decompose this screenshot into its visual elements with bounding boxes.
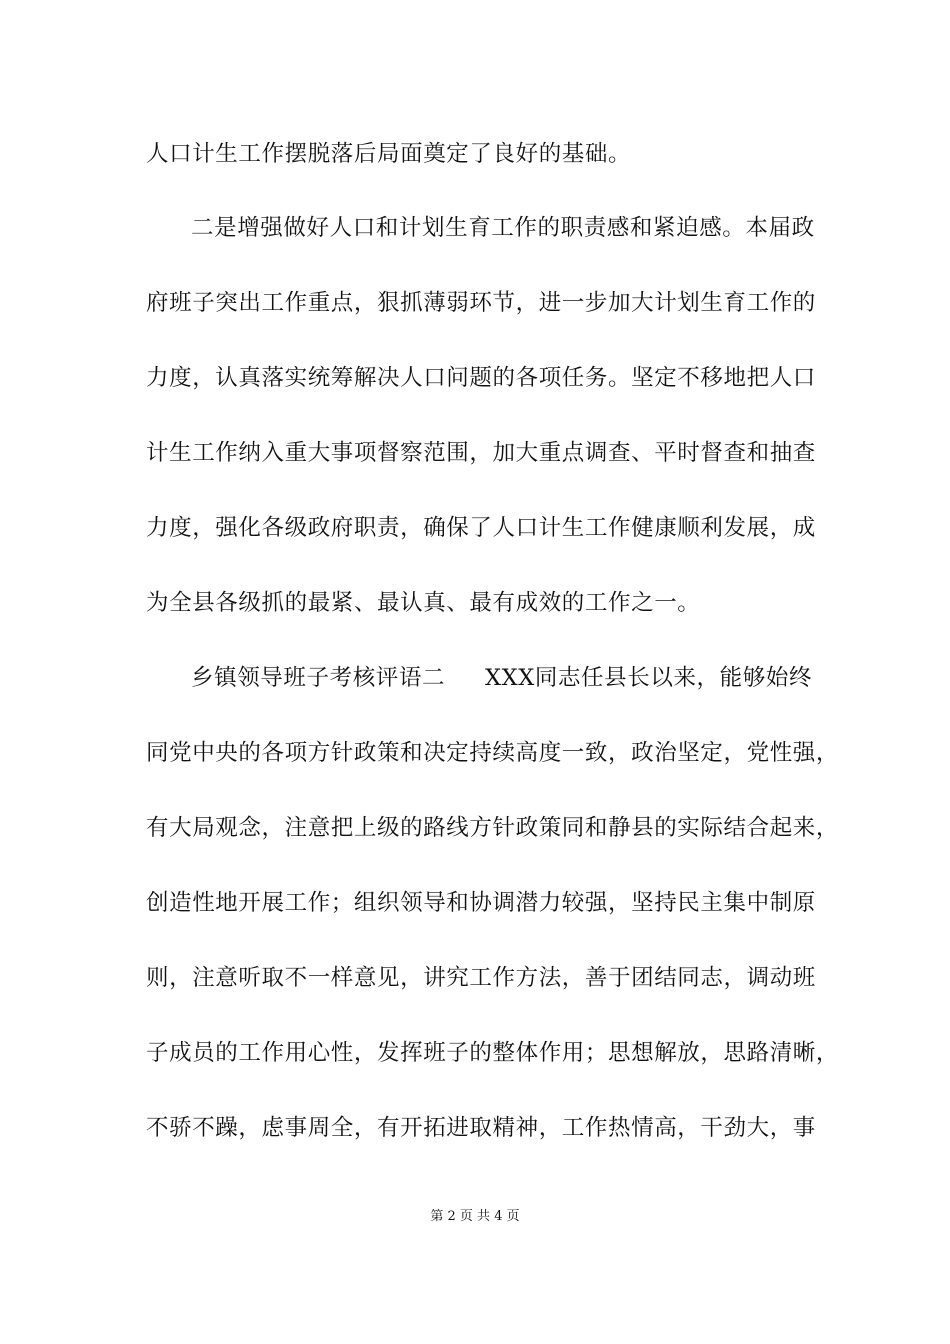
text-line: 人口计生工作摆脱落后局面奠定了良好的基础。	[146, 141, 632, 167]
text-line: 二是增强做好人口和计划生育工作的职责感和紧迫感。本届政	[191, 215, 815, 241]
text-line: XXX同志任县长以来，能够始终	[485, 665, 813, 691]
page-number-footer: 第 2 页 共 4 页	[430, 1209, 520, 1224]
text-line: 力度，强化各级政府职责，确保了人口计生工作健康顺利发展，成	[146, 515, 816, 541]
text-line: 力度，认真落实统筹解决人口问题的各项任务。坚定不移地把人口	[146, 365, 816, 391]
text-line: 有大局观念，注意把上级的路线方针政策同和静县的实际结合起来，	[146, 815, 840, 841]
text-line: 创造性地开展工作；组织领导和协调潜力较强，坚持民主集中制原	[146, 890, 816, 916]
text-line: 同党中央的各项方针政策和决定持续高度一致，政治坚定，党性强，	[146, 740, 840, 766]
text-line: 不骄不躁，虑事周全，有开拓进取精神，工作热情高，干劲大，事	[146, 1115, 816, 1141]
text-line: 则，注意听取不一样意见，讲究工作方法，善于团结同志，调动班	[146, 965, 816, 991]
text-line: 子成员的工作用心性，发挥班子的整体作用；思想解放，思路清晰，	[146, 1040, 840, 1066]
text-line: 计生工作纳入重大事项督察范围，加大重点调查、平时督查和抽查	[146, 440, 816, 466]
text-line: 府班子突出工作重点，狠抓薄弱环节，进一步加大计划生育工作的	[146, 290, 816, 316]
text-line: 为全县各级抓的最紧、最认真、最有成效的工作之一。	[146, 590, 701, 616]
section-heading: 乡镇领导班子考核评语二	[191, 665, 446, 691]
